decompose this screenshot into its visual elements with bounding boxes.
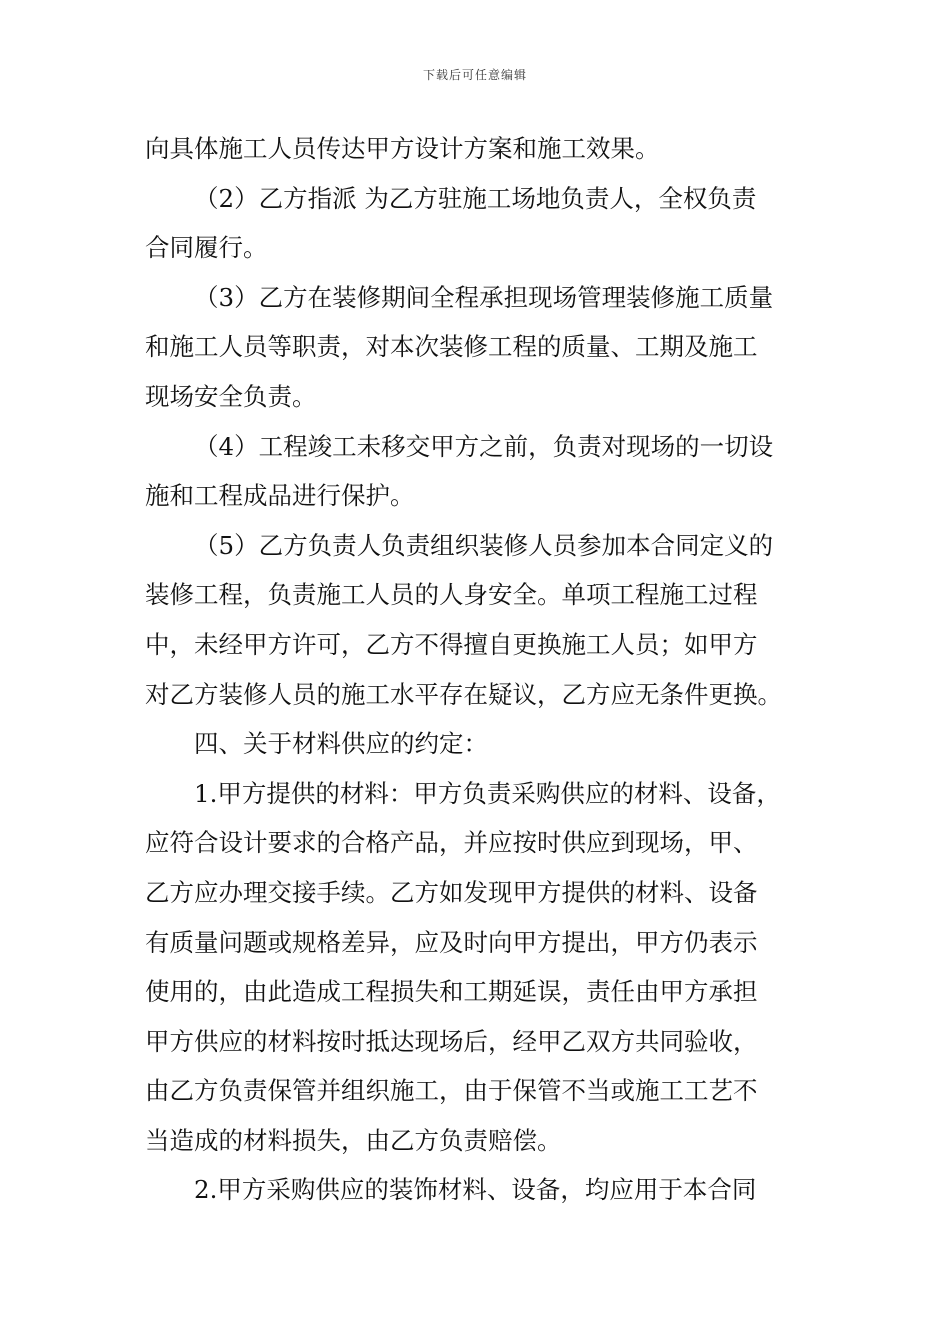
- text-line: 1.甲方提供的材料：甲方负责采购供应的材料、设备，: [194, 778, 781, 808]
- text-line: （4）工程竣工未移交甲方之前，负责对现场的一切设: [194, 431, 774, 461]
- text-line: 中，未经甲方许可，乙方不得擅自更换施工人员；如甲方: [145, 629, 758, 659]
- text-line: 现场安全负责。: [145, 381, 317, 411]
- page-header-note: 下载后可任意编辑: [422, 68, 527, 82]
- text-line: 由乙方负责保管并组织施工，由于保管不当或施工工艺不: [145, 1076, 758, 1106]
- text-line: （3）乙方在装修期间全程承担现场管理装修施工质量: [194, 282, 774, 312]
- text-line: （5）乙方负责人负责组织装修人员参加本合同定义的: [194, 530, 774, 560]
- text-line: 应符合设计要求的合格产品，并应按时供应到现场，甲、: [145, 828, 758, 858]
- text-line: 合同履行。: [145, 233, 268, 263]
- text-line: 2.甲方采购供应的装饰材料、设备，均应用于本合同: [194, 1175, 757, 1205]
- text-line: 甲方供应的材料按时抵达现场后，经甲乙双方共同验收，: [145, 1026, 758, 1056]
- text-line: 对乙方装修人员的施工水平存在疑议，乙方应无条件更换。: [145, 679, 782, 709]
- text-line: 和施工人员等职责，对本次装修工程的质量、工期及施工: [145, 332, 758, 362]
- text-line: 乙方应办理交接手续。乙方如发现甲方提供的材料、设备: [145, 877, 758, 907]
- text-line: 当造成的材料损失，由乙方负责赔偿。: [145, 1125, 562, 1155]
- text-line: 施和工程成品进行保护。: [145, 481, 415, 511]
- text-line: 装修工程，负责施工人员的人身安全。单项工程施工过程: [145, 580, 758, 610]
- text-line: （2）乙方指派 为乙方驻施工场地负责人，全权负责: [194, 183, 757, 213]
- section-heading: 四、关于材料供应的约定：: [194, 729, 488, 759]
- document-body: [145, 124, 810, 1215]
- text-line: 使用的，由此造成工程损失和工期延误，责任由甲方承担: [145, 977, 758, 1007]
- text-line: 有质量问题或规格差异，应及时向甲方提出，甲方仍表示: [145, 927, 758, 957]
- text-line: 向具体施工人员传达甲方设计方案和施工效果。: [145, 134, 660, 163]
